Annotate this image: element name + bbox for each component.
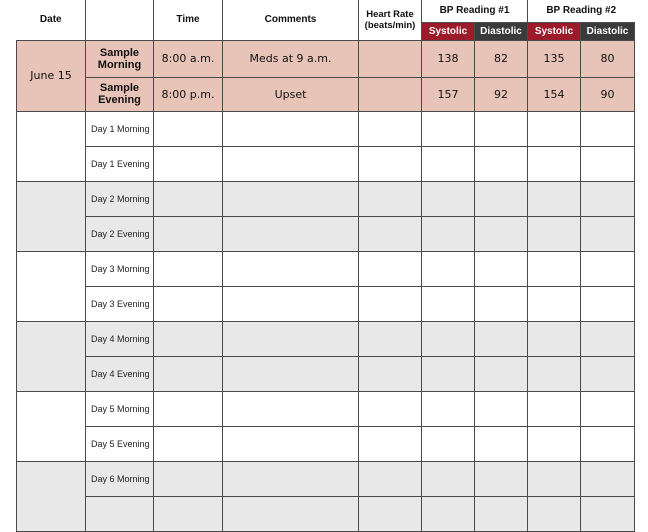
day-1-evening-label: Day 1 Evening bbox=[86, 146, 154, 181]
diastolic-1-cell[interactable] bbox=[475, 321, 528, 356]
diastolic-1-cell[interactable] bbox=[475, 251, 528, 286]
systolic-2-cell[interactable] bbox=[528, 146, 581, 181]
time-cell[interactable] bbox=[154, 181, 223, 216]
comment-cell[interactable] bbox=[223, 251, 359, 286]
day-4-evening-row bbox=[17, 356, 635, 391]
time-cell[interactable] bbox=[154, 461, 223, 496]
diastolic-1-cell[interactable] bbox=[475, 111, 528, 146]
sample-morning-diastolic-1: 82 bbox=[475, 40, 528, 77]
day-3-morning-row bbox=[17, 251, 635, 286]
comment-cell[interactable] bbox=[223, 111, 359, 146]
date-header: Date bbox=[17, 0, 86, 40]
systolic-2-cell[interactable] bbox=[528, 251, 581, 286]
sample-evening-systolic-2: 154 bbox=[528, 77, 581, 111]
sample-morning-label bbox=[86, 40, 154, 77]
diastolic-2-cell[interactable] bbox=[581, 391, 635, 426]
day-1-date-cell[interactable] bbox=[17, 111, 86, 181]
time-header: Time bbox=[154, 0, 223, 40]
time-cell[interactable] bbox=[154, 426, 223, 461]
systolic-1-cell[interactable] bbox=[422, 496, 475, 531]
comment-cell[interactable] bbox=[223, 321, 359, 356]
systolic-1-cell[interactable] bbox=[422, 181, 475, 216]
day-2-evening-label: Day 2 Evening bbox=[86, 216, 154, 251]
time-cell[interactable] bbox=[154, 321, 223, 356]
time-cell[interactable] bbox=[154, 356, 223, 391]
diastolic-2-header: Diastolic bbox=[581, 22, 635, 40]
systolic-1-cell[interactable] bbox=[422, 286, 475, 321]
sample-morning-label-line2: Morning bbox=[97, 58, 142, 71]
comment-cell[interactable] bbox=[223, 391, 359, 426]
diastolic-2-cell[interactable] bbox=[581, 111, 635, 146]
comment-cell[interactable] bbox=[223, 356, 359, 391]
heart-rate-cell[interactable] bbox=[359, 496, 422, 531]
day-3-date-cell[interactable] bbox=[17, 251, 86, 321]
diastolic-1-cell[interactable] bbox=[475, 461, 528, 496]
heart-rate-cell[interactable] bbox=[359, 146, 422, 181]
sample-morning-row bbox=[17, 40, 635, 77]
systolic-2-cell[interactable] bbox=[528, 496, 581, 531]
diastolic-1-cell[interactable] bbox=[475, 216, 528, 251]
sample-morning-systolic-2: 135 bbox=[528, 40, 581, 77]
systolic-1-header: Systolic bbox=[422, 22, 475, 40]
day-2-morning-label: Day 2 Morning bbox=[86, 181, 154, 216]
sample-evening-diastolic-1: 92 bbox=[475, 77, 528, 111]
diastolic-1-cell[interactable] bbox=[475, 356, 528, 391]
sample-morning-heart-rate bbox=[359, 40, 422, 77]
sample-morning-label-line1: Sample bbox=[99, 46, 140, 59]
sample-evening-diastolic-2: 90 bbox=[581, 77, 635, 111]
bp-reading-1-header: BP Reading #1 bbox=[422, 0, 528, 22]
heart-rate-cell[interactable] bbox=[359, 286, 422, 321]
day-6-morning-row bbox=[17, 461, 635, 496]
diastolic-2-cell[interactable] bbox=[581, 146, 635, 181]
day-4-date-cell[interactable] bbox=[17, 321, 86, 391]
day-5-morning-row bbox=[17, 391, 635, 426]
heart-rate-cell[interactable] bbox=[359, 426, 422, 461]
day-3-evening-row bbox=[17, 286, 635, 321]
diastolic-2-cell[interactable] bbox=[581, 216, 635, 251]
day-5-date-cell[interactable] bbox=[17, 391, 86, 461]
diastolic-1-cell[interactable] bbox=[475, 426, 528, 461]
diastolic-2-cell[interactable] bbox=[581, 321, 635, 356]
sample-morning-comment: Meds at 9 a.m. bbox=[223, 40, 359, 77]
day-4-morning-row bbox=[17, 321, 635, 356]
comment-cell[interactable] bbox=[223, 496, 359, 531]
systolic-2-cell[interactable] bbox=[528, 286, 581, 321]
day-1-evening-row bbox=[17, 146, 635, 181]
heart-rate-cell[interactable] bbox=[359, 391, 422, 426]
day-4-evening-label: Day 4 Evening bbox=[86, 356, 154, 391]
day-2-evening-row bbox=[17, 216, 635, 251]
systolic-1-cell[interactable] bbox=[422, 356, 475, 391]
comment-cell[interactable] bbox=[223, 146, 359, 181]
diastolic-2-cell[interactable] bbox=[581, 426, 635, 461]
sample-evening-comment: Upset bbox=[223, 77, 359, 111]
sample-evening-heart-rate bbox=[359, 77, 422, 111]
comment-cell[interactable] bbox=[223, 461, 359, 496]
day-2-morning-row bbox=[17, 181, 635, 216]
time-cell[interactable] bbox=[154, 391, 223, 426]
sample-evening-row bbox=[17, 77, 635, 111]
time-cell[interactable] bbox=[154, 251, 223, 286]
diastolic-1-cell[interactable] bbox=[475, 391, 528, 426]
heart-rate-label: Heart Rate bbox=[366, 8, 414, 20]
systolic-2-cell[interactable] bbox=[528, 356, 581, 391]
label-header bbox=[86, 0, 154, 40]
heart-rate-cell[interactable] bbox=[359, 356, 422, 391]
time-cell[interactable] bbox=[154, 496, 223, 531]
day-6-date-cell[interactable] bbox=[17, 461, 86, 531]
day-6-evening-label bbox=[86, 496, 154, 531]
time-cell[interactable] bbox=[154, 216, 223, 251]
time-cell[interactable] bbox=[154, 286, 223, 321]
day-4-morning-label: Day 4 Morning bbox=[86, 321, 154, 356]
heart-rate-unit: (beats/min) bbox=[364, 19, 416, 31]
systolic-2-cell[interactable] bbox=[528, 216, 581, 251]
systolic-1-cell[interactable] bbox=[422, 251, 475, 286]
day-1-morning-row bbox=[17, 111, 635, 146]
systolic-2-cell[interactable] bbox=[528, 391, 581, 426]
time-cell[interactable] bbox=[154, 146, 223, 181]
diastolic-2-cell[interactable] bbox=[581, 251, 635, 286]
sample-evening-label-line1: Sample bbox=[99, 82, 140, 94]
blood-pressure-log-table bbox=[16, 0, 635, 532]
systolic-1-cell[interactable] bbox=[422, 146, 475, 181]
systolic-2-cell[interactable] bbox=[528, 181, 581, 216]
heart-rate-cell[interactable] bbox=[359, 321, 422, 356]
day-2-date-cell[interactable] bbox=[17, 181, 86, 251]
diastolic-1-cell[interactable] bbox=[475, 181, 528, 216]
sample-morning-diastolic-2: 80 bbox=[581, 40, 635, 77]
comment-cell[interactable] bbox=[223, 216, 359, 251]
time-cell[interactable] bbox=[154, 111, 223, 146]
sample-morning-time: 8:00 a.m. bbox=[154, 40, 223, 77]
comments-header: Comments bbox=[223, 0, 359, 40]
comment-cell[interactable] bbox=[223, 181, 359, 216]
systolic-1-cell[interactable] bbox=[422, 216, 475, 251]
day-3-morning-label: Day 3 Morning bbox=[86, 251, 154, 286]
day-5-evening-label: Day 5 Evening bbox=[86, 426, 154, 461]
comment-cell[interactable] bbox=[223, 426, 359, 461]
heart-rate-cell[interactable] bbox=[359, 251, 422, 286]
header-row bbox=[17, 0, 635, 22]
heart-rate-cell[interactable] bbox=[359, 181, 422, 216]
sample-evening-label-line2: Evening bbox=[98, 94, 141, 106]
systolic-2-header: Systolic bbox=[528, 22, 581, 40]
heart-rate-cell[interactable] bbox=[359, 461, 422, 496]
diastolic-1-header: Diastolic bbox=[475, 22, 528, 40]
systolic-2-cell[interactable] bbox=[528, 461, 581, 496]
systolic-2-cell[interactable] bbox=[528, 426, 581, 461]
diastolic-2-cell[interactable] bbox=[581, 496, 635, 531]
systolic-1-cell[interactable] bbox=[422, 461, 475, 496]
diastolic-2-cell[interactable] bbox=[581, 356, 635, 391]
day-6-evening-row bbox=[17, 496, 635, 531]
day-5-evening-row bbox=[17, 426, 635, 461]
systolic-1-cell[interactable] bbox=[422, 111, 475, 146]
systolic-1-cell[interactable] bbox=[422, 321, 475, 356]
diastolic-1-cell[interactable] bbox=[475, 286, 528, 321]
sample-evening-label bbox=[86, 77, 154, 111]
sample-evening-systolic-1: 157 bbox=[422, 77, 475, 111]
heart-rate-header bbox=[359, 0, 422, 40]
systolic-1-cell[interactable] bbox=[422, 391, 475, 426]
systolic-2-cell[interactable] bbox=[528, 111, 581, 146]
sample-evening-time: 8:00 p.m. bbox=[154, 77, 223, 111]
day-3-evening-label: Day 3 Evening bbox=[86, 286, 154, 321]
diastolic-1-cell[interactable] bbox=[475, 496, 528, 531]
diastolic-1-cell[interactable] bbox=[475, 146, 528, 181]
bp-reading-2-header: BP Reading #2 bbox=[528, 0, 635, 22]
diastolic-2-cell[interactable] bbox=[581, 286, 635, 321]
systolic-2-cell[interactable] bbox=[528, 321, 581, 356]
day-5-morning-label: Day 5 Morning bbox=[86, 391, 154, 426]
diastolic-2-cell[interactable] bbox=[581, 461, 635, 496]
heart-rate-cell[interactable] bbox=[359, 111, 422, 146]
systolic-1-cell[interactable] bbox=[422, 426, 475, 461]
comment-cell[interactable] bbox=[223, 286, 359, 321]
day-1-morning-label: Day 1 Morning bbox=[86, 111, 154, 146]
heart-rate-cell[interactable] bbox=[359, 216, 422, 251]
sample-date: June 15 bbox=[17, 40, 86, 111]
sample-morning-systolic-1: 138 bbox=[422, 40, 475, 77]
day-6-morning-label: Day 6 Morning bbox=[86, 461, 154, 496]
diastolic-2-cell[interactable] bbox=[581, 181, 635, 216]
